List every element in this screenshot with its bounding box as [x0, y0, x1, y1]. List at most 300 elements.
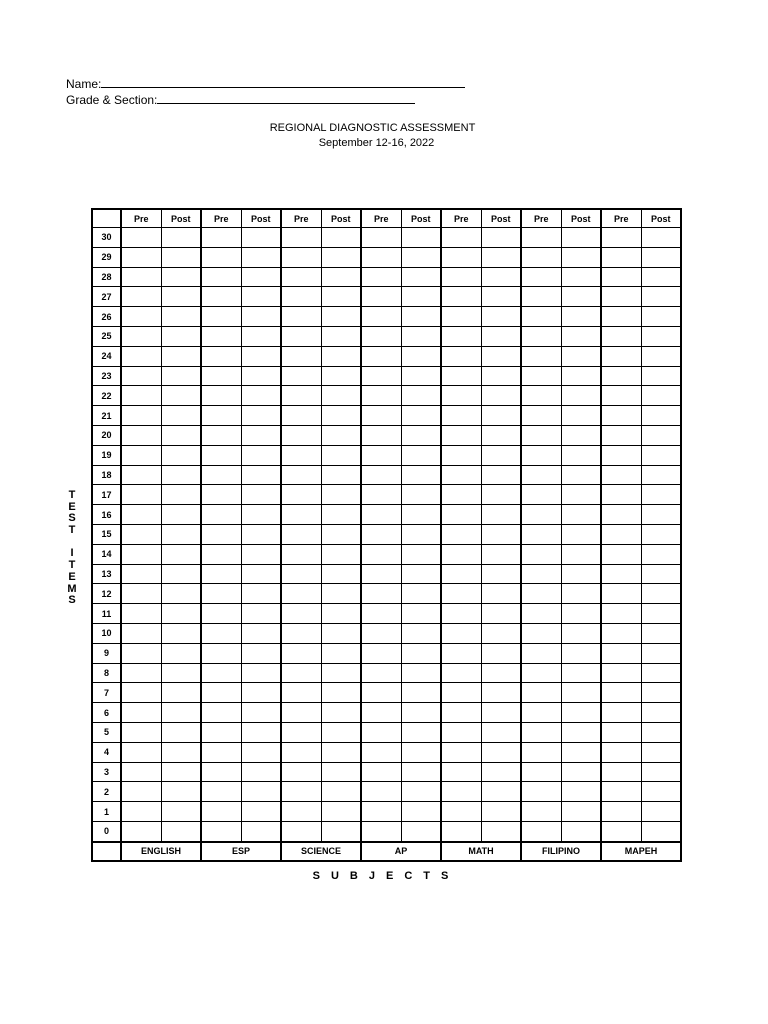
pre-score-cell[interactable]	[121, 307, 161, 327]
post-score-cell[interactable]	[321, 762, 361, 782]
pre-score-cell[interactable]	[521, 465, 561, 485]
post-score-cell[interactable]	[321, 228, 361, 248]
post-score-cell[interactable]	[641, 485, 681, 505]
post-score-cell[interactable]	[481, 307, 521, 327]
post-score-cell[interactable]	[401, 485, 441, 505]
pre-score-cell[interactable]	[281, 386, 321, 406]
post-score-cell[interactable]	[641, 386, 681, 406]
pre-score-cell[interactable]	[201, 445, 241, 465]
pre-score-cell[interactable]	[121, 742, 161, 762]
post-score-cell[interactable]	[241, 406, 281, 426]
post-score-cell[interactable]	[641, 307, 681, 327]
pre-score-cell[interactable]	[441, 406, 481, 426]
post-score-cell[interactable]	[561, 683, 601, 703]
pre-score-cell[interactable]	[441, 287, 481, 307]
post-score-cell[interactable]	[561, 564, 601, 584]
pre-score-cell[interactable]	[201, 267, 241, 287]
post-score-cell[interactable]	[561, 425, 601, 445]
post-score-cell[interactable]	[161, 564, 201, 584]
pre-score-cell[interactable]	[521, 643, 561, 663]
pre-score-cell[interactable]	[201, 762, 241, 782]
post-score-cell[interactable]	[321, 445, 361, 465]
pre-score-cell[interactable]	[521, 663, 561, 683]
post-score-cell[interactable]	[401, 643, 441, 663]
post-score-cell[interactable]	[241, 465, 281, 485]
post-score-cell[interactable]	[641, 604, 681, 624]
post-score-cell[interactable]	[161, 584, 201, 604]
post-score-cell[interactable]	[481, 386, 521, 406]
pre-score-cell[interactable]	[601, 604, 641, 624]
pre-score-cell[interactable]	[201, 821, 241, 841]
pre-score-cell[interactable]	[361, 722, 401, 742]
pre-score-cell[interactable]	[601, 386, 641, 406]
post-score-cell[interactable]	[561, 366, 601, 386]
pre-score-cell[interactable]	[201, 406, 241, 426]
post-score-cell[interactable]	[401, 366, 441, 386]
post-score-cell[interactable]	[481, 247, 521, 267]
post-score-cell[interactable]	[161, 604, 201, 624]
post-score-cell[interactable]	[321, 307, 361, 327]
pre-score-cell[interactable]	[201, 604, 241, 624]
pre-score-cell[interactable]	[201, 485, 241, 505]
post-score-cell[interactable]	[561, 287, 601, 307]
post-score-cell[interactable]	[321, 524, 361, 544]
pre-score-cell[interactable]	[281, 564, 321, 584]
pre-score-cell[interactable]	[281, 762, 321, 782]
post-score-cell[interactable]	[561, 802, 601, 822]
pre-score-cell[interactable]	[361, 802, 401, 822]
pre-score-cell[interactable]	[361, 762, 401, 782]
pre-score-cell[interactable]	[281, 821, 321, 841]
pre-score-cell[interactable]	[281, 485, 321, 505]
post-score-cell[interactable]	[321, 643, 361, 663]
post-score-cell[interactable]	[401, 663, 441, 683]
pre-score-cell[interactable]	[521, 742, 561, 762]
post-score-cell[interactable]	[641, 505, 681, 525]
post-score-cell[interactable]	[321, 742, 361, 762]
post-score-cell[interactable]	[401, 228, 441, 248]
post-score-cell[interactable]	[561, 742, 601, 762]
pre-score-cell[interactable]	[601, 287, 641, 307]
pre-score-cell[interactable]	[361, 683, 401, 703]
pre-score-cell[interactable]	[361, 703, 401, 723]
post-score-cell[interactable]	[481, 346, 521, 366]
pre-score-cell[interactable]	[201, 584, 241, 604]
post-score-cell[interactable]	[161, 307, 201, 327]
post-score-cell[interactable]	[241, 584, 281, 604]
pre-score-cell[interactable]	[521, 821, 561, 841]
pre-score-cell[interactable]	[441, 307, 481, 327]
pre-score-cell[interactable]	[521, 524, 561, 544]
post-score-cell[interactable]	[401, 544, 441, 564]
post-score-cell[interactable]	[481, 742, 521, 762]
pre-score-cell[interactable]	[121, 663, 161, 683]
pre-score-cell[interactable]	[441, 782, 481, 802]
pre-score-cell[interactable]	[361, 287, 401, 307]
post-score-cell[interactable]	[561, 524, 601, 544]
pre-score-cell[interactable]	[441, 663, 481, 683]
post-score-cell[interactable]	[561, 346, 601, 366]
pre-score-cell[interactable]	[361, 505, 401, 525]
pre-score-cell[interactable]	[121, 564, 161, 584]
pre-score-cell[interactable]	[361, 782, 401, 802]
pre-score-cell[interactable]	[441, 326, 481, 346]
pre-score-cell[interactable]	[201, 287, 241, 307]
post-score-cell[interactable]	[401, 762, 441, 782]
pre-score-cell[interactable]	[201, 247, 241, 267]
post-score-cell[interactable]	[241, 287, 281, 307]
post-score-cell[interactable]	[401, 604, 441, 624]
pre-score-cell[interactable]	[441, 524, 481, 544]
post-score-cell[interactable]	[241, 683, 281, 703]
post-score-cell[interactable]	[401, 445, 441, 465]
pre-score-cell[interactable]	[281, 247, 321, 267]
pre-score-cell[interactable]	[361, 386, 401, 406]
pre-score-cell[interactable]	[441, 247, 481, 267]
post-score-cell[interactable]	[241, 524, 281, 544]
pre-score-cell[interactable]	[121, 267, 161, 287]
pre-score-cell[interactable]	[281, 326, 321, 346]
post-score-cell[interactable]	[161, 287, 201, 307]
post-score-cell[interactable]	[481, 505, 521, 525]
post-score-cell[interactable]	[481, 802, 521, 822]
post-score-cell[interactable]	[161, 505, 201, 525]
pre-score-cell[interactable]	[441, 228, 481, 248]
name-field[interactable]	[66, 76, 465, 91]
post-score-cell[interactable]	[401, 524, 441, 544]
post-score-cell[interactable]	[401, 346, 441, 366]
pre-score-cell[interactable]	[601, 267, 641, 287]
pre-score-cell[interactable]	[361, 742, 401, 762]
pre-score-cell[interactable]	[361, 326, 401, 346]
pre-score-cell[interactable]	[121, 544, 161, 564]
pre-score-cell[interactable]	[281, 742, 321, 762]
post-score-cell[interactable]	[241, 703, 281, 723]
pre-score-cell[interactable]	[521, 703, 561, 723]
post-score-cell[interactable]	[161, 722, 201, 742]
post-score-cell[interactable]	[561, 722, 601, 742]
post-score-cell[interactable]	[401, 267, 441, 287]
pre-score-cell[interactable]	[441, 465, 481, 485]
post-score-cell[interactable]	[401, 425, 441, 445]
pre-score-cell[interactable]	[201, 524, 241, 544]
post-score-cell[interactable]	[401, 623, 441, 643]
post-score-cell[interactable]	[401, 584, 441, 604]
post-score-cell[interactable]	[161, 465, 201, 485]
pre-score-cell[interactable]	[281, 406, 321, 426]
pre-score-cell[interactable]	[281, 465, 321, 485]
post-score-cell[interactable]	[401, 287, 441, 307]
pre-score-cell[interactable]	[201, 544, 241, 564]
post-score-cell[interactable]	[161, 267, 201, 287]
post-score-cell[interactable]	[241, 346, 281, 366]
pre-score-cell[interactable]	[601, 683, 641, 703]
pre-score-cell[interactable]	[121, 821, 161, 841]
post-score-cell[interactable]	[561, 782, 601, 802]
pre-score-cell[interactable]	[361, 604, 401, 624]
post-score-cell[interactable]	[401, 406, 441, 426]
post-score-cell[interactable]	[241, 643, 281, 663]
pre-score-cell[interactable]	[201, 802, 241, 822]
post-score-cell[interactable]	[161, 663, 201, 683]
pre-score-cell[interactable]	[281, 643, 321, 663]
pre-score-cell[interactable]	[601, 762, 641, 782]
pre-score-cell[interactable]	[521, 802, 561, 822]
pre-score-cell[interactable]	[601, 643, 641, 663]
post-score-cell[interactable]	[161, 643, 201, 663]
post-score-cell[interactable]	[641, 445, 681, 465]
post-score-cell[interactable]	[161, 425, 201, 445]
post-score-cell[interactable]	[641, 584, 681, 604]
pre-score-cell[interactable]	[121, 722, 161, 742]
post-score-cell[interactable]	[321, 683, 361, 703]
pre-score-cell[interactable]	[361, 346, 401, 366]
post-score-cell[interactable]	[561, 465, 601, 485]
post-score-cell[interactable]	[321, 802, 361, 822]
post-score-cell[interactable]	[641, 228, 681, 248]
pre-score-cell[interactable]	[521, 485, 561, 505]
pre-score-cell[interactable]	[601, 663, 641, 683]
post-score-cell[interactable]	[241, 247, 281, 267]
pre-score-cell[interactable]	[281, 267, 321, 287]
post-score-cell[interactable]	[641, 247, 681, 267]
post-score-cell[interactable]	[641, 544, 681, 564]
pre-score-cell[interactable]	[281, 584, 321, 604]
pre-score-cell[interactable]	[601, 485, 641, 505]
post-score-cell[interactable]	[401, 742, 441, 762]
post-score-cell[interactable]	[241, 802, 281, 822]
post-score-cell[interactable]	[241, 604, 281, 624]
pre-score-cell[interactable]	[441, 742, 481, 762]
post-score-cell[interactable]	[241, 425, 281, 445]
post-score-cell[interactable]	[561, 663, 601, 683]
post-score-cell[interactable]	[161, 544, 201, 564]
pre-score-cell[interactable]	[441, 802, 481, 822]
post-score-cell[interactable]	[241, 782, 281, 802]
pre-score-cell[interactable]	[281, 683, 321, 703]
pre-score-cell[interactable]	[601, 623, 641, 643]
pre-score-cell[interactable]	[521, 326, 561, 346]
post-score-cell[interactable]	[161, 228, 201, 248]
post-score-cell[interactable]	[241, 307, 281, 327]
post-score-cell[interactable]	[481, 584, 521, 604]
post-score-cell[interactable]	[561, 623, 601, 643]
post-score-cell[interactable]	[321, 465, 361, 485]
post-score-cell[interactable]	[161, 406, 201, 426]
pre-score-cell[interactable]	[521, 584, 561, 604]
post-score-cell[interactable]	[561, 326, 601, 346]
post-score-cell[interactable]	[561, 643, 601, 663]
pre-score-cell[interactable]	[521, 287, 561, 307]
pre-score-cell[interactable]	[361, 406, 401, 426]
pre-score-cell[interactable]	[201, 643, 241, 663]
post-score-cell[interactable]	[481, 782, 521, 802]
pre-score-cell[interactable]	[121, 643, 161, 663]
pre-score-cell[interactable]	[361, 485, 401, 505]
post-score-cell[interactable]	[641, 703, 681, 723]
pre-score-cell[interactable]	[201, 722, 241, 742]
post-score-cell[interactable]	[241, 544, 281, 564]
post-score-cell[interactable]	[561, 228, 601, 248]
post-score-cell[interactable]	[641, 802, 681, 822]
post-score-cell[interactable]	[321, 564, 361, 584]
pre-score-cell[interactable]	[521, 307, 561, 327]
post-score-cell[interactable]	[241, 722, 281, 742]
post-score-cell[interactable]	[481, 703, 521, 723]
pre-score-cell[interactable]	[281, 802, 321, 822]
post-score-cell[interactable]	[161, 782, 201, 802]
pre-score-cell[interactable]	[441, 346, 481, 366]
post-score-cell[interactable]	[641, 267, 681, 287]
post-score-cell[interactable]	[161, 821, 201, 841]
post-score-cell[interactable]	[241, 821, 281, 841]
post-score-cell[interactable]	[481, 267, 521, 287]
pre-score-cell[interactable]	[121, 703, 161, 723]
pre-score-cell[interactable]	[281, 445, 321, 465]
post-score-cell[interactable]	[641, 722, 681, 742]
pre-score-cell[interactable]	[281, 505, 321, 525]
pre-score-cell[interactable]	[121, 623, 161, 643]
pre-score-cell[interactable]	[601, 326, 641, 346]
pre-score-cell[interactable]	[521, 247, 561, 267]
pre-score-cell[interactable]	[121, 425, 161, 445]
pre-score-cell[interactable]	[601, 425, 641, 445]
post-score-cell[interactable]	[321, 406, 361, 426]
pre-score-cell[interactable]	[281, 307, 321, 327]
post-score-cell[interactable]	[481, 445, 521, 465]
post-score-cell[interactable]	[161, 524, 201, 544]
pre-score-cell[interactable]	[521, 683, 561, 703]
post-score-cell[interactable]	[481, 683, 521, 703]
pre-score-cell[interactable]	[601, 544, 641, 564]
pre-score-cell[interactable]	[601, 465, 641, 485]
pre-score-cell[interactable]	[441, 623, 481, 643]
post-score-cell[interactable]	[481, 821, 521, 841]
pre-score-cell[interactable]	[121, 445, 161, 465]
post-score-cell[interactable]	[321, 346, 361, 366]
post-score-cell[interactable]	[561, 445, 601, 465]
pre-score-cell[interactable]	[601, 564, 641, 584]
post-score-cell[interactable]	[321, 544, 361, 564]
post-score-cell[interactable]	[241, 485, 281, 505]
post-score-cell[interactable]	[161, 703, 201, 723]
pre-score-cell[interactable]	[121, 406, 161, 426]
pre-score-cell[interactable]	[441, 564, 481, 584]
post-score-cell[interactable]	[561, 505, 601, 525]
pre-score-cell[interactable]	[601, 366, 641, 386]
pre-score-cell[interactable]	[441, 722, 481, 742]
post-score-cell[interactable]	[241, 564, 281, 584]
post-score-cell[interactable]	[481, 564, 521, 584]
pre-score-cell[interactable]	[601, 524, 641, 544]
pre-score-cell[interactable]	[201, 386, 241, 406]
post-score-cell[interactable]	[641, 406, 681, 426]
post-score-cell[interactable]	[161, 623, 201, 643]
post-score-cell[interactable]	[321, 722, 361, 742]
post-score-cell[interactable]	[401, 505, 441, 525]
pre-score-cell[interactable]	[361, 564, 401, 584]
post-score-cell[interactable]	[641, 287, 681, 307]
pre-score-cell[interactable]	[201, 366, 241, 386]
post-score-cell[interactable]	[561, 821, 601, 841]
post-score-cell[interactable]	[161, 366, 201, 386]
post-score-cell[interactable]	[561, 544, 601, 564]
pre-score-cell[interactable]	[121, 326, 161, 346]
pre-score-cell[interactable]	[361, 524, 401, 544]
pre-score-cell[interactable]	[441, 366, 481, 386]
post-score-cell[interactable]	[561, 584, 601, 604]
pre-score-cell[interactable]	[201, 782, 241, 802]
post-score-cell[interactable]	[481, 524, 521, 544]
post-score-cell[interactable]	[321, 821, 361, 841]
pre-score-cell[interactable]	[601, 802, 641, 822]
post-score-cell[interactable]	[561, 307, 601, 327]
pre-score-cell[interactable]	[521, 228, 561, 248]
pre-score-cell[interactable]	[521, 445, 561, 465]
post-score-cell[interactable]	[401, 564, 441, 584]
pre-score-cell[interactable]	[441, 604, 481, 624]
post-score-cell[interactable]	[241, 742, 281, 762]
pre-score-cell[interactable]	[281, 425, 321, 445]
post-score-cell[interactable]	[321, 386, 361, 406]
post-score-cell[interactable]	[161, 386, 201, 406]
post-score-cell[interactable]	[401, 703, 441, 723]
post-score-cell[interactable]	[641, 326, 681, 346]
post-score-cell[interactable]	[241, 445, 281, 465]
pre-score-cell[interactable]	[601, 584, 641, 604]
pre-score-cell[interactable]	[361, 643, 401, 663]
pre-score-cell[interactable]	[441, 643, 481, 663]
post-score-cell[interactable]	[241, 623, 281, 643]
pre-score-cell[interactable]	[201, 742, 241, 762]
pre-score-cell[interactable]	[521, 386, 561, 406]
post-score-cell[interactable]	[401, 821, 441, 841]
pre-score-cell[interactable]	[361, 663, 401, 683]
post-score-cell[interactable]	[161, 742, 201, 762]
pre-score-cell[interactable]	[121, 465, 161, 485]
post-score-cell[interactable]	[401, 386, 441, 406]
post-score-cell[interactable]	[401, 722, 441, 742]
pre-score-cell[interactable]	[441, 505, 481, 525]
post-score-cell[interactable]	[241, 267, 281, 287]
pre-score-cell[interactable]	[201, 346, 241, 366]
pre-score-cell[interactable]	[521, 425, 561, 445]
post-score-cell[interactable]	[481, 663, 521, 683]
post-score-cell[interactable]	[641, 683, 681, 703]
post-score-cell[interactable]	[241, 762, 281, 782]
pre-score-cell[interactable]	[521, 406, 561, 426]
pre-score-cell[interactable]	[521, 623, 561, 643]
post-score-cell[interactable]	[641, 366, 681, 386]
post-score-cell[interactable]	[561, 247, 601, 267]
pre-score-cell[interactable]	[441, 821, 481, 841]
post-score-cell[interactable]	[241, 663, 281, 683]
pre-score-cell[interactable]	[601, 703, 641, 723]
pre-score-cell[interactable]	[281, 623, 321, 643]
pre-score-cell[interactable]	[601, 505, 641, 525]
post-score-cell[interactable]	[561, 762, 601, 782]
post-score-cell[interactable]	[481, 228, 521, 248]
pre-score-cell[interactable]	[121, 802, 161, 822]
pre-score-cell[interactable]	[281, 782, 321, 802]
post-score-cell[interactable]	[241, 366, 281, 386]
pre-score-cell[interactable]	[441, 703, 481, 723]
post-score-cell[interactable]	[481, 722, 521, 742]
pre-score-cell[interactable]	[281, 346, 321, 366]
post-score-cell[interactable]	[641, 663, 681, 683]
post-score-cell[interactable]	[481, 604, 521, 624]
pre-score-cell[interactable]	[521, 544, 561, 564]
